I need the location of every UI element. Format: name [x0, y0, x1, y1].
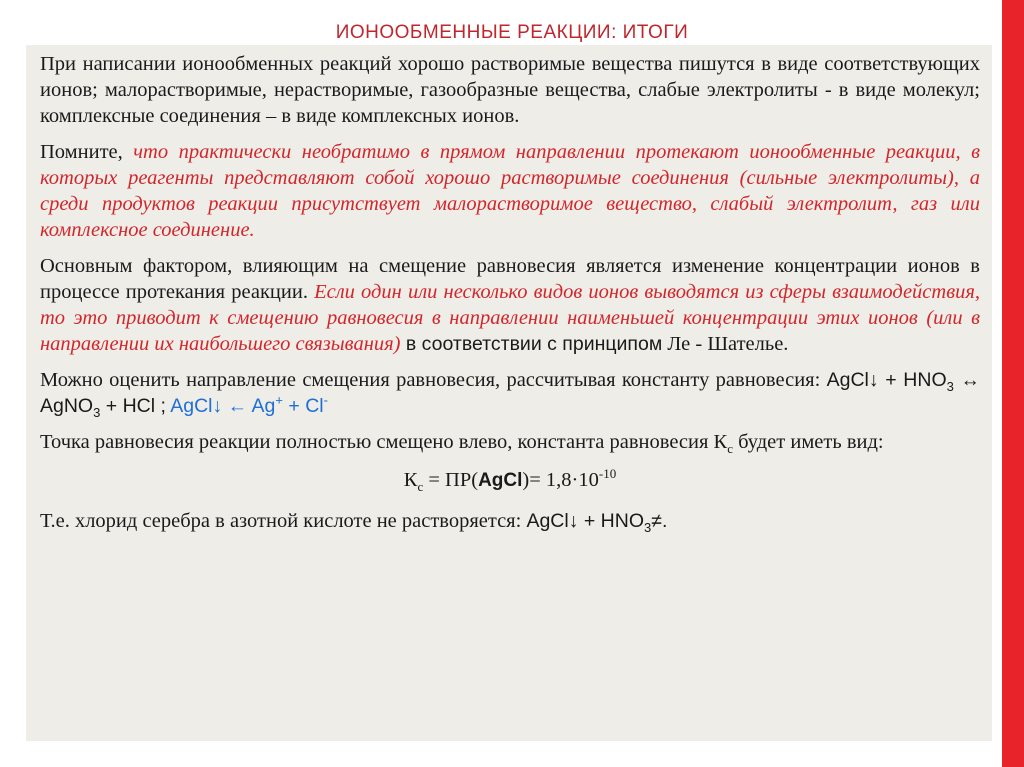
equilibrium-point-tail: будет иметь вид:: [733, 431, 884, 453]
conclusion-subscript: 3: [644, 519, 652, 535]
equation-part: AgCl↓ + HNO: [826, 369, 947, 391]
formula-part: = ПР(: [423, 469, 479, 491]
dissociation-equation: [170, 392, 328, 417]
dissociation-superscript: -: [323, 392, 328, 408]
kc-subscript: с: [417, 479, 424, 495]
reminder-emphasis: что практически необратимо в прямом направлении протекают ионообменные реакции, в которых реагенты представляют собой хорошо растворимые соединения (сильные электролиты), а среди продуктов реакции присутствует малорастворимое вещество, слабый электролит, газ или комплексное соединение.: [40, 141, 981, 241]
paragraph-reminder: [40, 139, 980, 243]
dissociation-part: + Cl: [282, 395, 324, 417]
paragraph-conclusion: [40, 508, 980, 534]
factor-principle: в соответствии с принципом: [400, 333, 663, 355]
kc-subscript: с: [727, 441, 734, 457]
kc-formula: [40, 467, 980, 494]
slide-title: ИОНООБМЕННЫЕ РЕАКЦИИ: ИТОГИ: [335, 22, 689, 43]
conclusion-text: Т.е. хлорид серебра в азотной кислоте не растворяется:: [40, 510, 527, 532]
factor-tail: Ле - Шателье.: [662, 333, 789, 355]
equation-part: + HCl ;: [100, 395, 171, 417]
constant-text: Можно оценить направление смещения равновесия, рассчитывая константу равновесия:: [40, 369, 827, 391]
dissociation-part: AgCl↓ ← Ag: [170, 395, 276, 417]
dissociation-superscript: +: [275, 392, 283, 408]
equilibrium-point-text: Точка равновесия реакции полностью смещено влево, константа равновесия К: [40, 431, 728, 453]
kc-symbol: К: [403, 469, 418, 491]
reminder-lead: Помните,: [40, 141, 134, 163]
equation-subscript: 3: [946, 378, 954, 394]
paragraph-equilibrium-constant: [40, 367, 980, 419]
equation-part: ↔ AgNO: [40, 369, 980, 417]
paragraph-ion-writing: При написании ионообменных реакций хорошо растворимые вещества пишутся в виде соответствующих ионов; малорастворимые, нерастворимые, газообразные вещества, слабые электролиты - в виде молекул; комплексные соединения – в виде комплексных ионов.: [40, 53, 980, 127]
formula-part: )= 1,8·10: [522, 469, 599, 491]
formula-exponent: -10: [598, 466, 617, 482]
equation-subscript: 3: [93, 404, 101, 420]
factor-emphasis: Если один или несколько видов ионов выводятся из сферы взаимодействия, то это приводит к смещению равновесия в направлении наименьшей концентрации этих ионов (или в направлении их наибольшего связывания): [40, 281, 981, 355]
formula-agcl: AgCl: [478, 470, 523, 491]
conclusion-equation-end: ≠.: [651, 510, 668, 532]
accent-bar: [1002, 0, 1024, 767]
paragraph-equilibrium-point: [40, 429, 980, 455]
conclusion-equation-part: AgCl↓ + HNO: [526, 510, 645, 532]
conclusion-equation: [526, 510, 668, 535]
paragraph-equilibrium-factor: [40, 253, 980, 357]
factor-text: Основным фактором, влияющим на смещение равновесия является изменение концентрации ионов в процессе протекания реакции.: [40, 255, 980, 303]
content-panel: [26, 45, 992, 741]
